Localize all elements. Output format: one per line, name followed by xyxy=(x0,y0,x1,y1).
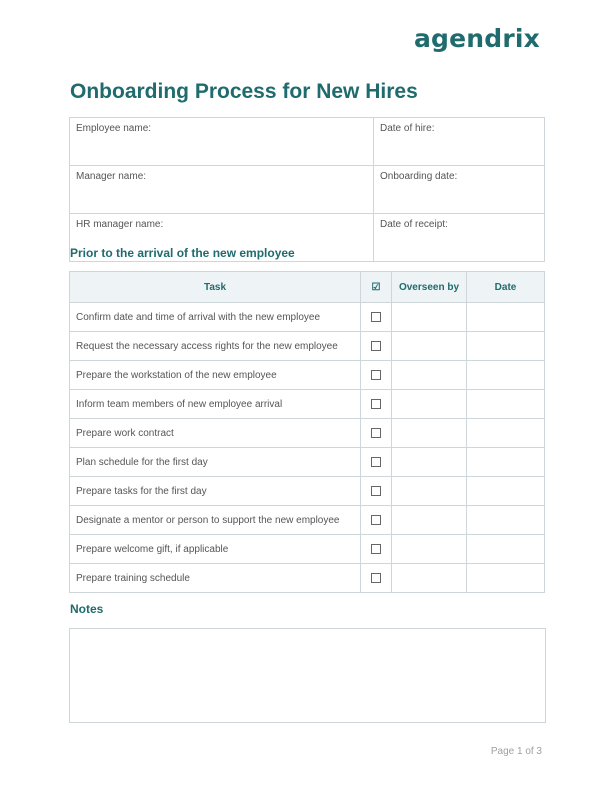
hr-manager-name-field[interactable]: HR manager name: xyxy=(70,214,374,262)
notes-title: Notes xyxy=(70,602,104,616)
task-label: Prepare welcome gift, if applicable xyxy=(70,535,361,564)
table-row xyxy=(70,419,545,448)
checkbox-icon[interactable] xyxy=(371,312,381,322)
task-column-header: Task xyxy=(70,272,361,303)
task-checkbox[interactable] xyxy=(361,361,392,390)
overseen-by-cell[interactable] xyxy=(392,390,467,419)
date-cell[interactable] xyxy=(467,535,545,564)
onboarding-date-field[interactable]: Onboarding date: xyxy=(374,166,545,214)
date-cell[interactable] xyxy=(467,477,545,506)
date-cell[interactable] xyxy=(467,303,545,332)
table-row xyxy=(70,390,545,419)
task-label: Inform team members of new employee arrival xyxy=(70,390,361,419)
employee-info-table xyxy=(69,117,545,262)
overseen-by-column-header: Overseen by xyxy=(392,272,467,303)
checkbox-icon[interactable] xyxy=(371,544,381,554)
date-of-receipt-field[interactable]: Date of receipt: xyxy=(374,214,545,262)
page-number: Page 1 of 3 xyxy=(490,746,542,757)
task-checkbox[interactable] xyxy=(361,448,392,477)
employee-name-field[interactable]: Employee name: xyxy=(70,118,374,166)
task-label: Prepare the workstation of the new employee xyxy=(70,361,361,390)
date-cell[interactable] xyxy=(467,564,545,593)
date-cell[interactable] xyxy=(467,419,545,448)
checkbox-icon[interactable] xyxy=(371,428,381,438)
section-title: Prior to the arrival of the new employee xyxy=(70,246,295,260)
table-row xyxy=(70,564,545,593)
task-checkbox[interactable] xyxy=(361,477,392,506)
date-cell[interactable] xyxy=(467,448,545,477)
task-label: Confirm date and time of arrival with the new employee xyxy=(70,303,361,332)
table-row xyxy=(70,361,545,390)
overseen-by-cell[interactable] xyxy=(392,477,467,506)
task-checkbox[interactable] xyxy=(361,564,392,593)
table-row xyxy=(70,332,545,361)
task-checkbox[interactable] xyxy=(361,535,392,564)
table-row xyxy=(70,535,545,564)
overseen-by-cell[interactable] xyxy=(392,448,467,477)
overseen-by-cell[interactable] xyxy=(392,419,467,448)
checkbox-icon[interactable] xyxy=(371,515,381,525)
checkbox-column-icon: ☑ xyxy=(361,272,392,303)
task-label: Prepare training schedule xyxy=(70,564,361,593)
task-checkbox[interactable] xyxy=(361,303,392,332)
page-title: Onboarding Process for New Hires xyxy=(70,80,418,103)
date-cell[interactable] xyxy=(467,390,545,419)
task-checkbox[interactable] xyxy=(361,419,392,448)
task-label: Prepare work contract xyxy=(70,419,361,448)
overseen-by-cell[interactable] xyxy=(392,361,467,390)
task-label: Request the necessary access rights for the new employee xyxy=(70,332,361,361)
agendrix-logo: agendrix xyxy=(413,24,540,53)
overseen-by-cell[interactable] xyxy=(392,506,467,535)
date-cell[interactable] xyxy=(467,332,545,361)
checkbox-icon[interactable] xyxy=(371,573,381,583)
checkbox-icon[interactable] xyxy=(371,370,381,380)
task-checkbox[interactable] xyxy=(361,390,392,419)
overseen-by-cell[interactable] xyxy=(392,564,467,593)
task-checkbox[interactable] xyxy=(361,506,392,535)
overseen-by-cell[interactable] xyxy=(392,303,467,332)
task-label: Plan schedule for the first day xyxy=(70,448,361,477)
table-row xyxy=(70,477,545,506)
table-row xyxy=(70,506,545,535)
checkbox-icon[interactable] xyxy=(371,399,381,409)
date-column-header: Date xyxy=(467,272,545,303)
task-label: Designate a mentor or person to support the new employee xyxy=(70,506,361,535)
overseen-by-cell[interactable] xyxy=(392,332,467,361)
table-row xyxy=(70,448,545,477)
overseen-by-cell[interactable] xyxy=(392,535,467,564)
date-cell[interactable] xyxy=(467,506,545,535)
task-checklist-table xyxy=(69,271,545,593)
task-label: Prepare tasks for the first day xyxy=(70,477,361,506)
date-cell[interactable] xyxy=(467,361,545,390)
table-header-row xyxy=(70,272,545,303)
checkbox-icon[interactable] xyxy=(371,486,381,496)
checkbox-icon[interactable] xyxy=(371,457,381,467)
manager-name-field[interactable]: Manager name: xyxy=(70,166,374,214)
task-checkbox[interactable] xyxy=(361,332,392,361)
table-row xyxy=(70,303,545,332)
checkbox-icon[interactable] xyxy=(371,341,381,351)
date-of-hire-field[interactable]: Date of hire: xyxy=(374,118,545,166)
notes-field[interactable] xyxy=(69,628,546,723)
